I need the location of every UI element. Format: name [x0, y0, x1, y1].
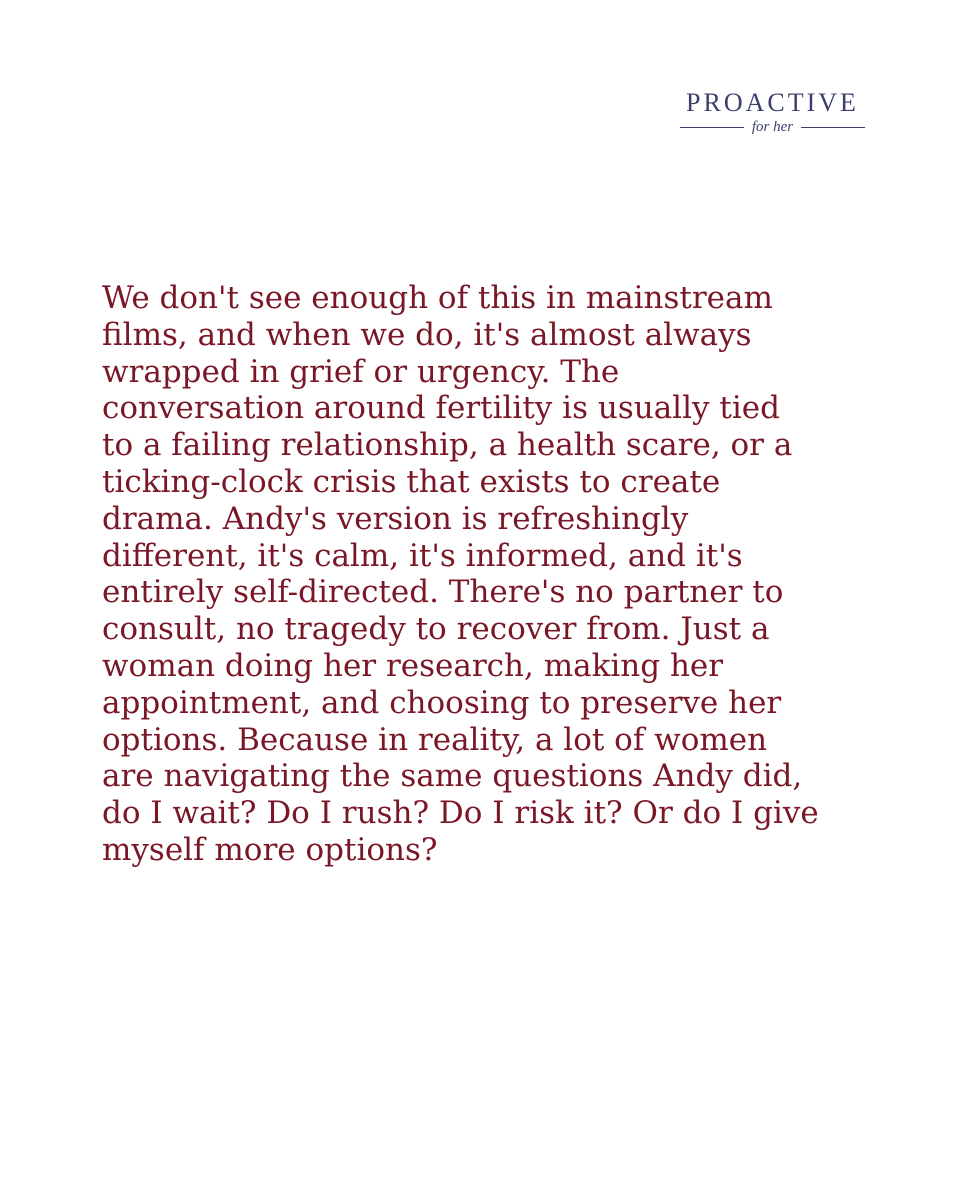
logo-tagline-row: [680, 120, 865, 135]
proactive-for-her-logo: [680, 90, 865, 135]
body-paragraph: We don't see enough of this in mainstream films, and when we do, it's almost always wrapped in grief or urgency. The conversation around fertility is usually tied to a failing relationship, a health scare, or a ticking-clock crisis that exists to create drama. Andy's version is refreshingly different, it's calm, it's informed, and it's entirely self-directed. There's no partner to consult, no tragedy to recover from. Just a woman doing her research, making her appointment, and choosing to preserve her options. Because in reality, a lot of women are navigating the same questions Andy did, do I wait? Do I rush? Do I risk it? Or do I give myself more options?: [102, 280, 819, 868]
logo-tagline: for her: [751, 119, 794, 135]
logo-wordmark: PROACTIVE: [686, 88, 859, 117]
logo-right-rule: [801, 127, 865, 128]
logo-left-rule: [680, 127, 744, 128]
